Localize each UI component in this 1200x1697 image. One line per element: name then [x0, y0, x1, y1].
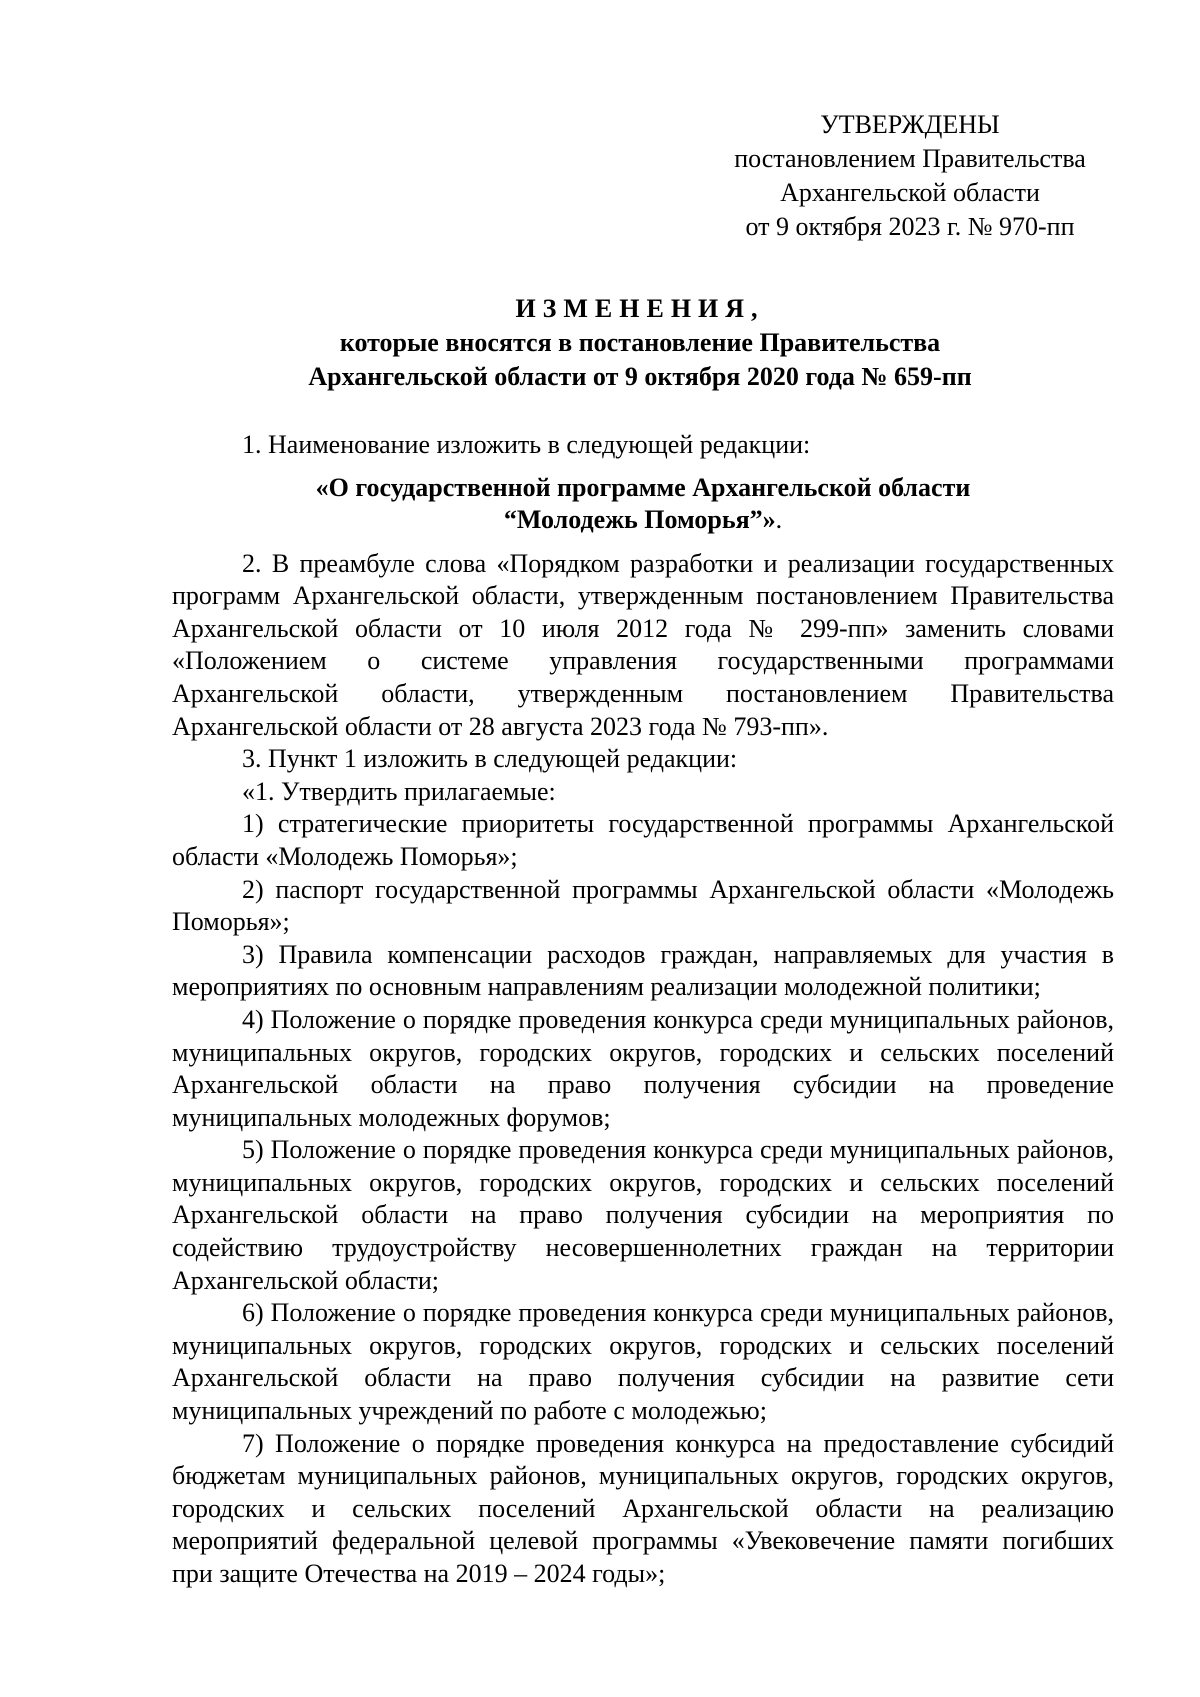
- approval-region: Архангельской области: [780, 178, 1040, 207]
- subitem-1: 1) стратегические приоритеты государственной программы Архангельской области «Молодежь Поморья»;: [172, 809, 1114, 871]
- item-2: 2. В преамбуле слова «Порядком разработки и реализации государственных программ Архангельской области, утвержденным постановлением Правительства Архангельской области от 10 июля 2012 года № 299-пп» заменить словами «Положением о системе управления государственными программами Архангельской области, утвержденным постановлением Правительства Архангельской области от 28 августа 2023 года № 793-пп».: [172, 548, 1114, 741]
- program-name-line-1: «О государственной программе Архангельской области: [315, 472, 971, 502]
- subitem-4: 4) Положение о порядке проведения конкурса среди муниципальных районов, муниципальных округов, городских округов, городских и сельских поселений Архангельской области на право получения субсидии на проведение муниципальных молодежных форумов;: [172, 1004, 1114, 1132]
- subitem-2: 2) паспорт государственной программы Архангельской области «Молодежь Поморья»;: [172, 874, 1114, 937]
- subitem-6: 6) Положение о порядке проведения конкурса среди муниципальных районов, муниципальных округов, городских округов, городских и сельских поселений Архангельской области на право получения субсидии на развитие сети муниципальных учреждений по работе с молодежью;: [172, 1298, 1114, 1426]
- item-1: 1. Наименование изложить в следующей редакции:: [242, 430, 811, 459]
- program-name-line-2: [172, 504, 1114, 536]
- subitem-5: 5) Положение о порядке проведения конкурса среди муниципальных районов, муниципальных округов, городских округов, городских и сельских поселений Архангельской области на право получения субсидии на мероприятия по содействию трудоустройству несовершеннолетних граждан на территории Архангельской области;: [172, 1135, 1114, 1295]
- title-heading: ИЗМЕНЕНИЯ,: [515, 294, 765, 323]
- approval-heading: УТВЕРЖДЕНЫ: [820, 110, 1000, 139]
- program-name-period: .: [775, 504, 783, 534]
- program-name-block: [172, 472, 1114, 536]
- program-name-title: “Молодежь Поморья”»: [503, 504, 776, 534]
- document-body: [172, 429, 1114, 1591]
- approval-authority: постановлением Правительства: [734, 144, 1086, 173]
- approval-stamp: [680, 108, 1140, 244]
- title-line-2: Архангельской области от 9 октября 2020 года № 659-пп: [308, 362, 972, 391]
- document-title: [170, 292, 1110, 394]
- approval-date-number: от 9 октября 2023 г. № 970-пп: [745, 212, 1075, 241]
- item-3-quote: «1. Утвердить прилагаемые:: [242, 776, 556, 806]
- subitem-3: 3) Правила компенсации расходов граждан, направляемых для участия в мероприятиях по основным направлениям реализации молодежной политики;: [172, 939, 1114, 1002]
- subitem-7: 7) Положение о порядке проведения конкурса на предоставление субсидий бюджетам муниципальных районов, муниципальных округов, городских округов, городских и сельских поселений Архангельской области на реализацию мероприятий федеральной целевой программы «Увековечение памяти погибших при защите Отечества на 2019 – 2024 годы»;: [172, 1428, 1114, 1588]
- item-3: 3. Пункт 1 изложить в следующей редакции:: [242, 744, 738, 774]
- title-line-1: которые вносятся в постановление Правительства: [339, 328, 941, 357]
